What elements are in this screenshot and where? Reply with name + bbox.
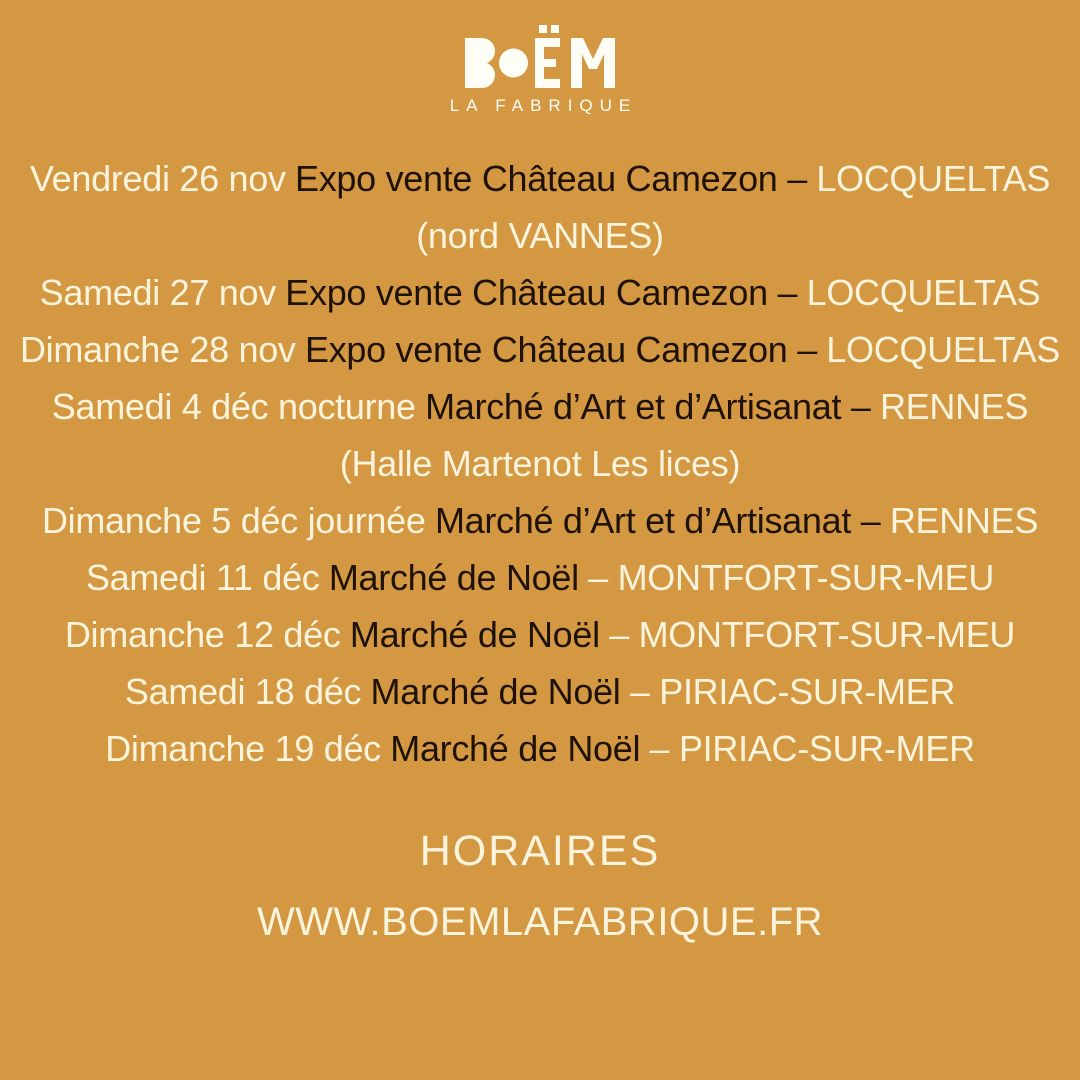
event-location: LOCQUELTAS <box>806 271 1041 313</box>
event-location: – MONTFORT-SUR-MEU <box>609 613 1016 655</box>
event-title: Marché de Noël <box>390 727 641 769</box>
event-location: RENNES <box>889 499 1039 541</box>
event-date: Samedi 4 déc nocturne <box>51 385 416 427</box>
boem-wordmark-icon <box>465 24 615 88</box>
event-line <box>52 378 1028 435</box>
event-line <box>86 549 994 606</box>
event-line <box>340 435 740 492</box>
event-line <box>65 606 1015 663</box>
event-title: Marché de Noël <box>349 613 600 655</box>
event-date: Dimanche 28 nov <box>19 328 296 370</box>
event-location: – MONTFORT-SUR-MEU <box>588 556 995 598</box>
event-date: Dimanche 5 déc journée <box>41 499 426 541</box>
event-title: Expo vente Château Camezon – <box>285 271 798 313</box>
footer <box>257 777 823 945</box>
event-note: (Halle Martenot Les lices) <box>339 442 741 484</box>
event-line <box>40 264 1041 321</box>
events-list <box>0 150 1080 777</box>
logo <box>443 24 638 116</box>
event-title: Marché d’Art et d’Artisanat – <box>434 499 881 541</box>
event-date: Vendredi 26 nov <box>29 157 286 199</box>
event-location: – PIRIAC-SUR-MER <box>629 670 956 712</box>
event-date: Samedi 18 déc <box>124 670 362 712</box>
event-title: Expo vente Château Camezon – <box>305 328 817 370</box>
event-line <box>20 321 1060 378</box>
event-line <box>30 150 1050 207</box>
event-location: LOCQUELTAS <box>826 328 1061 370</box>
event-title: Marché de Noël <box>328 556 579 598</box>
event-location: – PIRIAC-SUR-MER <box>649 727 975 769</box>
event-title: Expo vente Château Camezon – <box>295 157 807 199</box>
event-date: Dimanche 12 déc <box>64 613 341 655</box>
event-location: LOCQUELTAS <box>816 157 1051 199</box>
website-url: WWW.BOEMLAFABRIQUE.FR <box>256 900 824 944</box>
event-date: Dimanche 19 déc <box>105 727 381 769</box>
event-date: Samedi 27 nov <box>39 271 276 313</box>
event-line <box>125 663 955 720</box>
event-line <box>416 207 664 264</box>
event-line <box>42 492 1038 549</box>
event-title: Marché d’Art et d’Artisanat – <box>425 385 871 427</box>
event-line <box>105 720 975 777</box>
event-note: (nord VANNES) <box>416 214 664 256</box>
event-location: RENNES <box>879 385 1029 427</box>
logo-subtitle: LA FABRIQUE <box>449 96 638 115</box>
event-title: Marché de Noël <box>370 670 621 712</box>
event-date: Samedi 11 déc <box>85 556 320 598</box>
footer-heading: HORAIRES <box>419 827 661 875</box>
